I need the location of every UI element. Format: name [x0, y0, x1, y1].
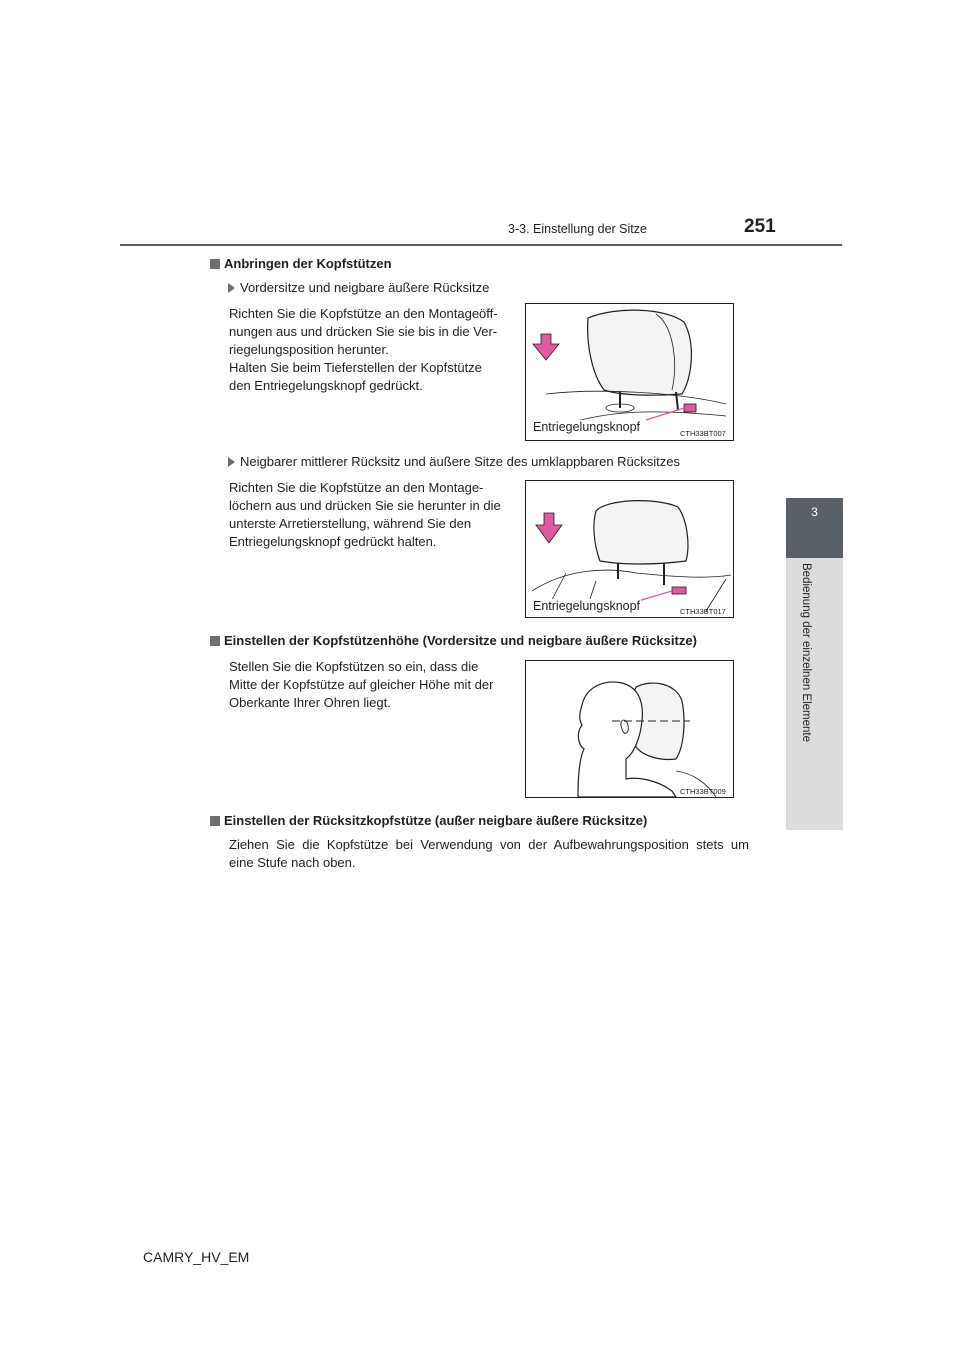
instruction-text: Ziehen Sie die Kopfstütze bei Verwendung von der Aufbewahrungsposition stets um eine Stufe nach oben. — [229, 837, 749, 870]
instruction-text: Richten Sie die Kopfstütze an den Montage- löchern aus und drücken Sie sie herunter in die unterste Arretierstellung, während Sie den Entriegelungsknopf gedrückt halten. — [229, 480, 501, 549]
section-heading: Einstellen der Kopfstützenhöhe (Vordersitze und neigbare äußere Rücksitze) — [210, 633, 697, 648]
down-arrow-icon — [533, 334, 559, 360]
section-title: 3-3. Einstellung der Sitze — [508, 222, 647, 236]
square-bullet-icon — [210, 816, 220, 826]
figure-code: CTH33BT007 — [680, 429, 726, 438]
page-number: 251 — [744, 216, 776, 237]
chapter-tab — [786, 498, 843, 558]
release-button-icon — [684, 404, 696, 412]
headrest-shape — [594, 501, 688, 564]
chapter-number: 3 — [811, 505, 818, 519]
figure-code: CTH33BT017 — [680, 607, 726, 616]
section-heading: Anbringen der Kopfstützen — [210, 256, 392, 271]
instruction-text: Richten Sie die Kopfstütze an den Montageöff- nungen aus und drücken Sie sie bis in die Ver- riegelungsposition herunter. Halten Sie beim Tieferstellen der Kopfstütze den Entriegelungsknopf gedrückt. — [229, 306, 498, 393]
triangle-bullet-icon — [228, 457, 235, 467]
section-heading: Einstellen der Rücksitzkopfstütze (außer neigbare äußere Rücksitze) — [210, 813, 647, 828]
subheading: Neigbarer mittlerer Rücksitz und äußere Sitze des umklappbaren Rücksitzes — [228, 454, 680, 469]
release-button-icon — [672, 587, 686, 594]
subheading: Vordersitze und neigbare äußere Rücksitze — [228, 280, 489, 295]
triangle-bullet-icon — [228, 283, 235, 293]
headrest-shape — [588, 310, 692, 395]
footer-model-code: CAMRY_HV_EM — [143, 1249, 250, 1265]
chapter-tab-title-wrap — [798, 565, 814, 825]
headrest-rear-illustration — [526, 481, 733, 617]
down-arrow-icon — [536, 513, 562, 543]
chapter-tab-strip — [786, 558, 843, 830]
header-rule — [120, 244, 842, 246]
instruction-text: Stellen Sie die Kopfstützen so ein, dass die Mitte der Kopfstütze auf gleicher Höhe mit der Oberkante Ihrer Ohren liegt. — [229, 659, 494, 710]
figure-code: CTH33BT009 — [680, 787, 726, 796]
figure-head-height — [525, 660, 734, 798]
square-bullet-icon — [210, 636, 220, 646]
figure-headrest-front — [525, 303, 734, 441]
figure-headrest-rear — [525, 480, 734, 618]
square-bullet-icon — [210, 259, 220, 269]
figure-label: Entriegelungsknopf — [533, 420, 641, 434]
chapter-title: Bedienung der einzelnen Elemente — [800, 563, 812, 743]
head-height-illustration — [526, 661, 733, 797]
figure-label: Entriegelungsknopf — [533, 599, 641, 613]
